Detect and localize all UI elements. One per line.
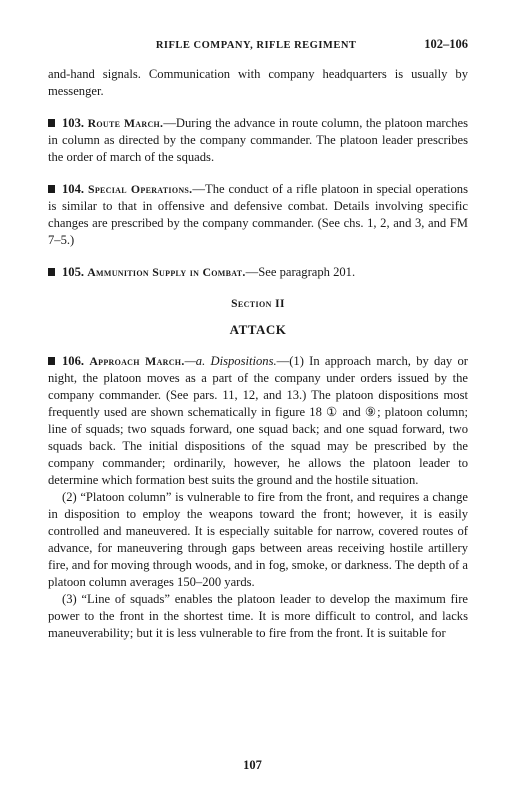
- paragraph-text: —During the advance in route column, the platoon marches in column as directed by the company commander. The platoon leader prescribes the order of march of the squads.: [48, 116, 468, 164]
- paragraph-title: Route March.: [87, 116, 164, 130]
- page-number: 107: [243, 758, 262, 772]
- paragraph-range: 102–106: [424, 37, 468, 51]
- paragraph-text: —See paragraph 201.: [245, 265, 356, 279]
- paragraph-103: [48, 115, 468, 166]
- square-bullet-icon: [48, 268, 55, 276]
- subparagraph-title: Dispositions.: [210, 354, 277, 368]
- intro-paragraph: and-hand signals. Communication with company headquarters is usually by messenger.: [48, 67, 468, 98]
- paragraph-number: 104.: [62, 182, 85, 196]
- paragraph-title: Special Operations.: [87, 182, 193, 196]
- subparagraph-letter: —a.: [184, 354, 206, 368]
- body-text: [48, 66, 468, 642]
- running-header: [48, 37, 468, 52]
- paragraph-number: 105.: [62, 265, 85, 279]
- square-bullet-icon: [48, 185, 55, 193]
- paragraph-title: Approach March.: [89, 354, 185, 368]
- paragraph-title: Ammunition Supply in Combat.: [87, 265, 246, 279]
- paragraph-number: 106.: [62, 354, 85, 368]
- subparagraph-2: (2) “Platoon column” is vulnerable to fire from the front, and requires a change in disposition to employ the weapons toward the front; however, it is easily controlled and maneuvered. It is especially suitable for narrow, covered routes of advance, for maneuvering through gaps between areas receiving hostile artillery fire, and for moving through woods, and in fog, smoke, or darkness. The depth of a platoon column averages 150–200 yards.: [48, 490, 468, 589]
- running-title: RIFLE COMPANY, RIFLE REGIMENT: [155, 40, 357, 51]
- paragraph-106: [48, 353, 468, 489]
- paragraph-105: [48, 264, 468, 281]
- paragraph-104: [48, 181, 468, 249]
- paragraph-text: —The conduct of a rifle platoon in special operations is similar to that in offensive and defensive combat. Details involving specific changes are prescribed by the company commander. (See chs. 1, 2, and 3, and FM 7–5.): [48, 182, 468, 247]
- square-bullet-icon: [48, 357, 55, 365]
- section-label: Section II: [231, 298, 285, 310]
- subparagraph-3: (3) “Line of squads” enables the platoon leader to develop the maximum fire power to the front in the shortest time. It is more difficult to control, and lacks maneuverability; but it is less vulnerable to fire from the front. It is suitable for: [48, 592, 468, 640]
- paragraph-number: 103.: [62, 116, 85, 130]
- section-title: ATTACK: [229, 322, 287, 337]
- square-bullet-icon: [48, 119, 55, 127]
- paragraph-text: —(1) In approach march, by day or night, the platoon moves as a part of the company under orders issued by the company commander. (See pars. 11, 12, and 13.) The platoon dispositions most frequently used are shown schematically in figure 18 ① and ⑨; platoon column; line of squads; two squads forward, one squad back; and one squad forward, two squads back. The initial dispositions of the squad may be prescribed by the company commander; ordinarily, however, he allows the platoon leader to determine which formation best suits the ground and the hostile situation.: [48, 354, 468, 487]
